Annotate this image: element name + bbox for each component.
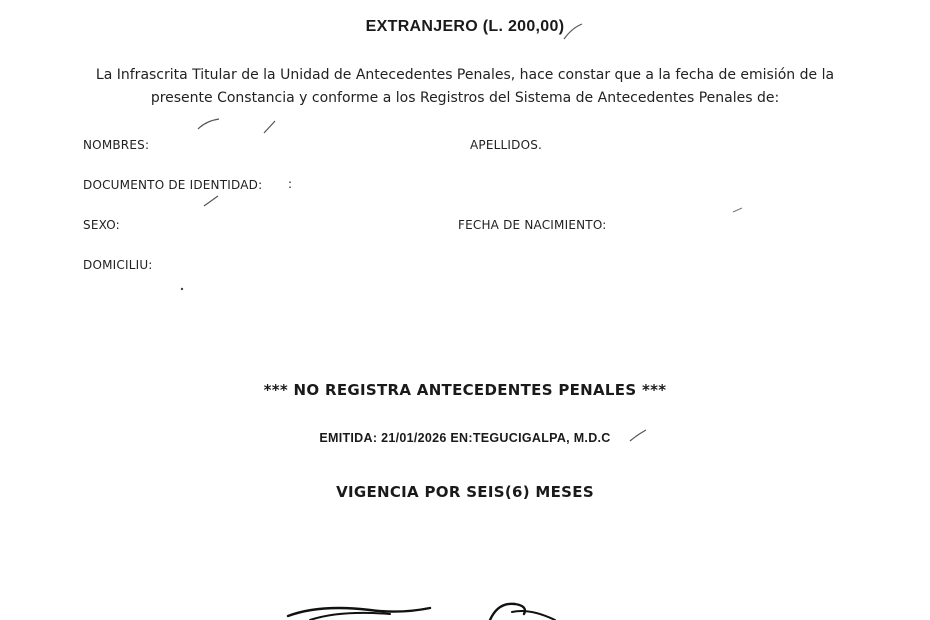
intro-line-2: presente Constancia y conforme a los Registros del Sistema de Antecedentes Penales de: <box>150 90 780 106</box>
result-statement: *** NO REGISTRA ANTECEDENTES PENALES *** <box>263 381 667 399</box>
apellidos-label: APELLIDOS. <box>470 138 543 152</box>
issued-date-place: EMITIDA: 21/01/2026 EN:TEGUCIGALPA, M.D.C <box>319 431 611 445</box>
validity-statement: VIGENCIA POR SEIS(6) MESES <box>336 483 594 501</box>
page-title: EXTRANJERO (L. 200,00) <box>365 18 565 35</box>
documento-identidad-label: DOCUMENTO DE IDENTIDAD: <box>83 178 263 192</box>
tick-mark <box>262 119 278 135</box>
cutoff-header-line <box>190 0 720 5</box>
handwritten-signature <box>280 590 600 620</box>
ink-dot <box>179 286 185 292</box>
fecha-nacimiento-label: FECHA DE NACIMIENTO: <box>458 218 607 232</box>
cutoff-text-strokes <box>190 0 720 5</box>
check-tick-mark <box>562 22 586 42</box>
tick-mark <box>732 206 744 214</box>
domicilio-label: DOMICILIU: <box>83 258 153 272</box>
tick-mark <box>202 194 220 208</box>
sexo-label: SEXO: <box>83 218 120 232</box>
intro-line-1: La Infrascrita Titular de la Unidad de Antecedentes Penales, hace constar que a la fecha de emisión de la <box>95 67 835 83</box>
intro-paragraph <box>50 64 880 110</box>
nombres-label: NOMBRES: <box>83 138 150 152</box>
documento-identidad-value: : <box>288 177 293 191</box>
tick-mark <box>196 117 222 131</box>
check-tick-mark <box>628 428 648 444</box>
